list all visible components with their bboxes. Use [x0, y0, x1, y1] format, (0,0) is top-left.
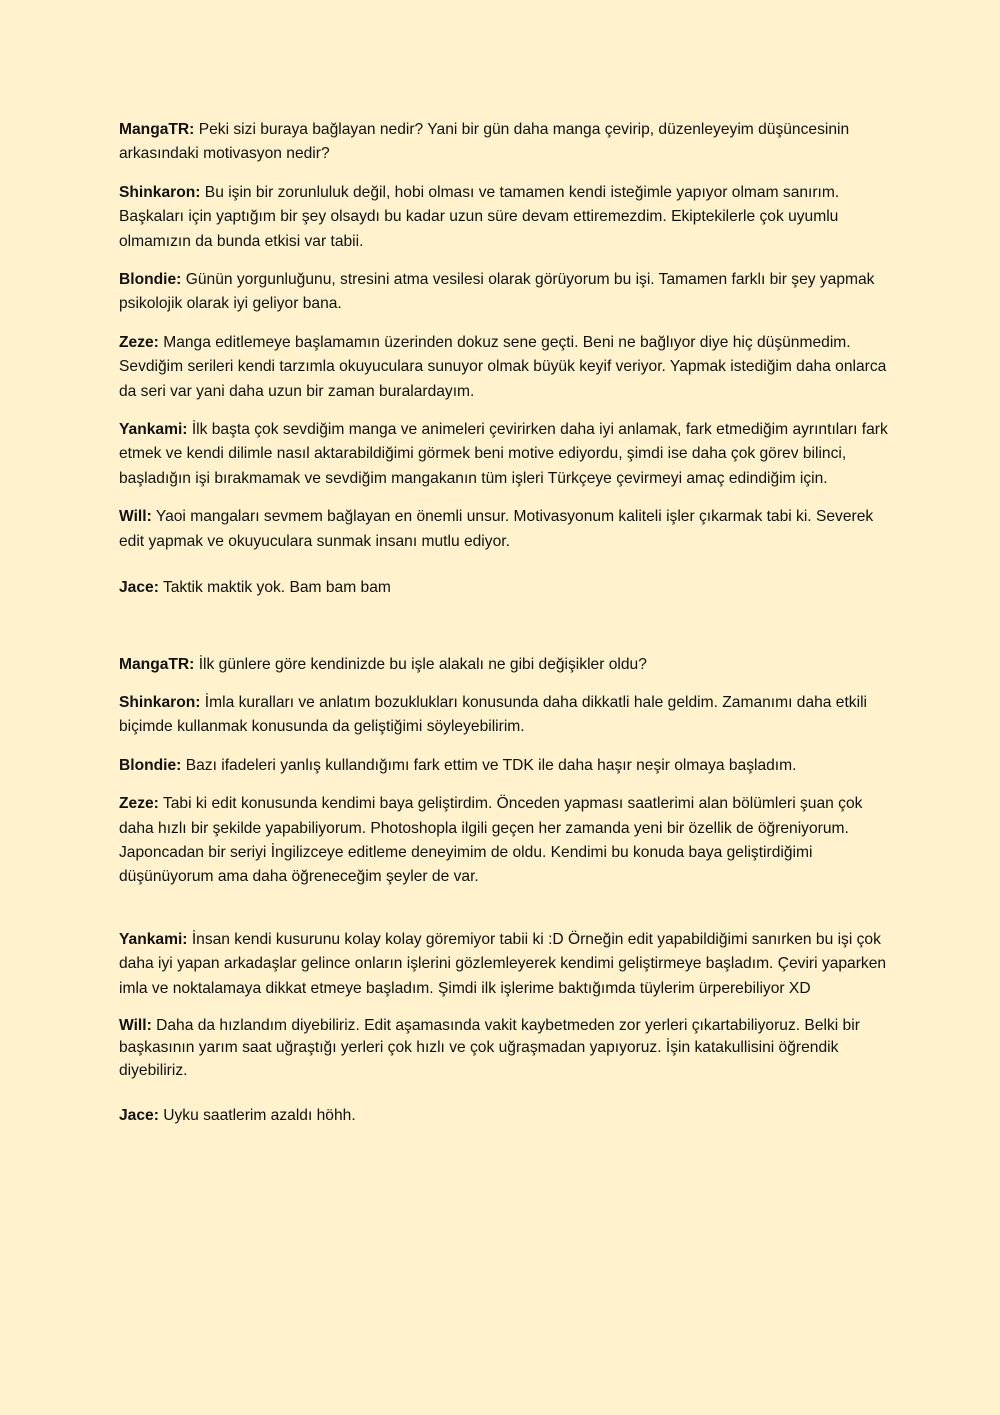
speaker-name: Jace: [119, 579, 159, 597]
dialogue-text: Bu işin bir zorunluluk değil, hobi olması ve tamamen kendi isteğimle yapıyor olmam sanırım. Başkaları için yaptığım bir şey olsaydı bu kadar uzun süre devam ettiremezdim. Ekiptekilerle çok uyumlu olmamızın da bunda etkisi var tabii. [119, 183, 840, 250]
speaker-name: Jace: [119, 1107, 159, 1125]
interview-section-motivation [119, 118, 889, 601]
dialogue-text: İlk günlere göre kendinizde bu işle alakalı ne gibi değişikler oldu? [198, 655, 647, 673]
dialogue-text: Yaoi mangaları sevmem bağlayan en önemli unsur. Motivasyonum kaliteli işler çıkarmak tabi ki. Severek edit yapmak ve okuyuculara sunmak insanı mutlu ediyor. [119, 508, 874, 550]
speaker-name: Zeze: [119, 795, 159, 813]
dialogue-entry [119, 118, 889, 167]
dialogue-text: İlk başta çok sevdiğim manga ve animeleri çevirirken daha iyi anlamak, fark etmediğim ayrıntıları fark etmek ve kendi dilimle nasıl aktarabildiğimi görmek beni motive ediyordu, şimdi ise daha çok görev bilinci, başladığın işi bırakmamak ve sevdiğim mangakanın tüm işleri Türkçeye çevirmeyi amaç edindiğim için. [119, 421, 888, 487]
dialogue-text: Uyku saatlerim azaldı höhh. [163, 1107, 356, 1125]
dialogue-text: Bazı ifadeleri yanlış kullandığımı fark ettim ve TDK ile daha haşır neşir olmaya başladım. [185, 756, 797, 774]
speaker-name: Blondie: [119, 271, 182, 289]
dialogue-text: Peki sizi buraya bağlayan nedir? Yani bir gün daha manga çevirip, düzenleyeyim düşüncesinin arkasındaki motivasyon nedir? [119, 121, 850, 163]
speaker-name: Will: [119, 508, 152, 526]
speaker-name: Yankami: [119, 421, 188, 439]
dialogue-text: Taktik maktik yok. Bam bam bam [162, 579, 391, 597]
dialogue-entry [119, 331, 889, 404]
interview-section-changes [119, 653, 889, 1129]
dialogue-entry [119, 653, 889, 677]
dialogue-entry [119, 1015, 889, 1083]
speaker-name: MangaTR: [119, 655, 195, 673]
interview-page [119, 118, 889, 1129]
dialogue-text: Tabi ki edit konusunda kendimi baya geliştirdim. Önceden yapması saatlerimi alan bölümleri şuan çok daha hızlı bir şekilde yapabiliyorum. Photoshopla ilgili geçen her zamanda yeni bir özellik de öğreniyorum. Japoncadan bir seriyi İngilizceye editleme deneyimim de oldu. Kendimi bu konuda baya geliştirdiğimi düşünüyorum ama daha öğreneceğim şeyler de var. [119, 795, 863, 886]
dialogue-text: İmla kuralları ve anlatım bozuklukları konusunda daha dikkatli hale geldim. Zamanımı daha etkili biçimde kullanmak konusunda da geliştiğimi söyleyebilirim. [119, 693, 867, 736]
dialogue-entry [119, 181, 889, 254]
speaker-name: Will: [119, 1016, 152, 1034]
speaker-name: Blondie: [119, 756, 182, 774]
speaker-name: Zeze: [119, 333, 159, 351]
speaker-name: Shinkaron: [119, 183, 201, 201]
dialogue-entry [119, 1104, 889, 1128]
dialogue-entry [119, 754, 889, 778]
speaker-name: Yankami: [119, 930, 188, 948]
dialogue-text: Daha da hızlandım diyebiliriz. Edit aşamasında vakit kaybetmeden zor yerleri çıkartabiliyoruz. Belki bir başkasının yarım saat uğraştığı yerleri çok hızlı ve çok uğraşmadan yapıyoruz. İşin katakullisini öğrendik diyebiliriz. [119, 1016, 860, 1079]
dialogue-entry [119, 576, 889, 600]
dialogue-entry [119, 505, 889, 554]
speaker-name: MangaTR: [119, 121, 195, 138]
dialogue-entry [119, 691, 889, 740]
dialogue-entry [119, 418, 889, 491]
dialogue-text: Manga editlemeye başlamamın üzerinden dokuz sene geçti. Beni ne bağlıyor diye hiç düşünmedim. Sevdiğim serileri kendi tarzımla okuyuculara sunuyor olmak büyük keyif veriyor. Yapmak istediğim daha onlarca da seri var yani daha uzun bir zaman buralardayım. [119, 333, 887, 400]
dialogue-text: Günün yorgunluğunu, stresini atma vesilesi olarak görüyorum bu işi. Tamamen farklı bir şey yapmak psikolojik olarak iyi geliyor bana. [119, 271, 875, 313]
dialogue-text: İnsan kendi kusurunu kolay kolay göremiyor tabii ki :D Örneğin edit yapabildiğimi sanırken bu işi çok daha iyi yapan arkadaşlar gelince onların işlerini gözlemleyerek kendimi geliştirmeye başladım. Çeviri yaparken imla ve noktalamaya dikkat etmeye başladım. Şimdi ilk işlerime baktığımda tüylerim ürperebiliyor XD [119, 930, 887, 997]
dialogue-entry [119, 928, 889, 1001]
dialogue-entry [119, 792, 889, 890]
speaker-name: Shinkaron: [119, 693, 201, 711]
dialogue-entry [119, 268, 889, 317]
